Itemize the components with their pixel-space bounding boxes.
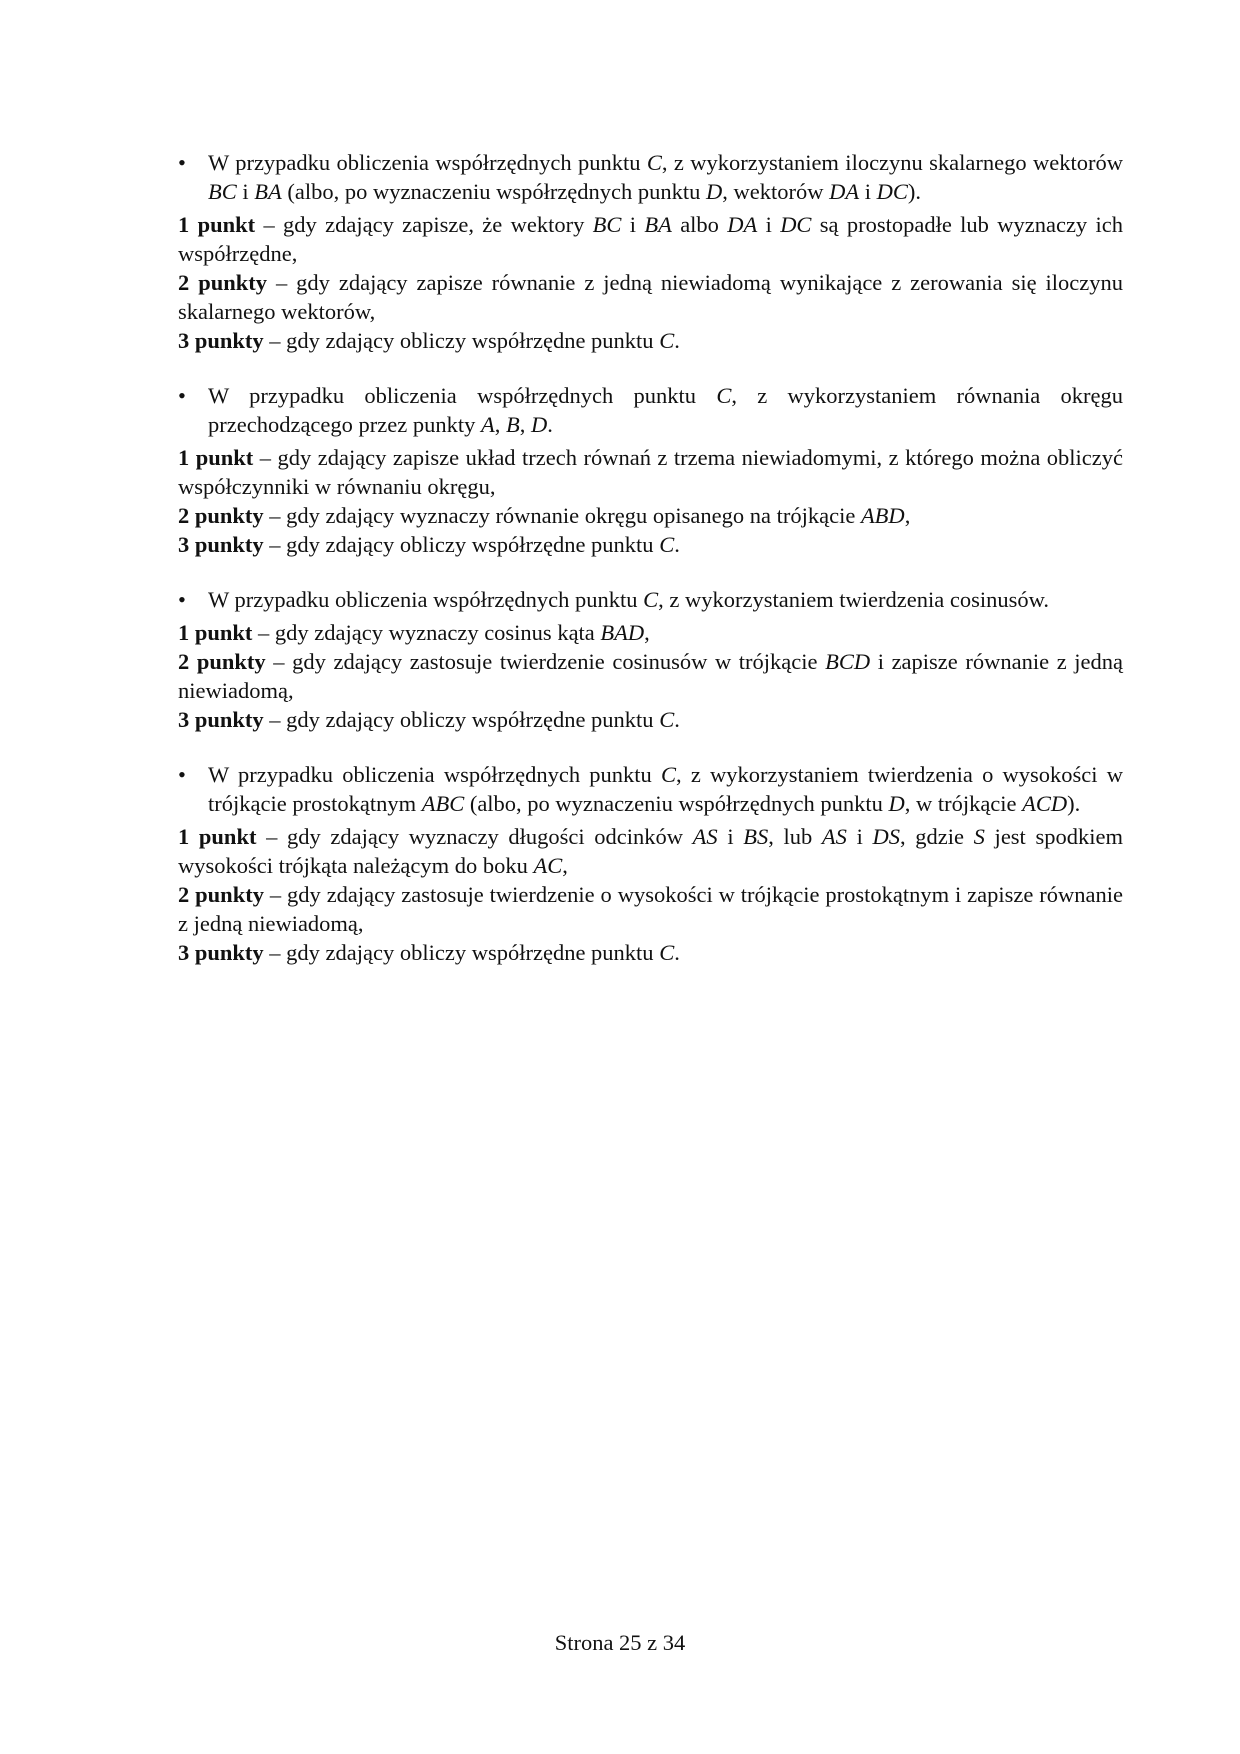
text-fragment: , z wykorzystaniem iloczynu skalarnego wektorów (661, 150, 1123, 175)
math-symbol: BCD (825, 649, 871, 674)
text-fragment: . (674, 328, 680, 353)
case-intro-text (208, 383, 1123, 437)
case-intro (178, 760, 1123, 818)
math-symbol: C (659, 707, 675, 732)
text-fragment: – gdy zdający obliczy współrzędne punktu (263, 940, 660, 965)
bullet-icon: • (178, 383, 186, 408)
math-symbol: C (659, 532, 675, 557)
case-section (178, 381, 1123, 559)
score-text (178, 270, 1123, 324)
text-fragment: W przypadku obliczenia współrzędnych punktu (208, 762, 661, 787)
math-symbol: BS (743, 824, 769, 849)
score-label: 3 punkty (178, 328, 264, 353)
case-section (178, 760, 1123, 967)
text-fragment: – gdy zdający wyznaczy cosinus kąta (252, 620, 601, 645)
score-line (178, 705, 1123, 734)
text-fragment: jest spodkiem wysokości trójkąta należącym do boku (178, 824, 1123, 878)
text-fragment: , z wykorzystaniem twierdzenia o wysokości w trójkącie prostokątnym (208, 762, 1123, 816)
text-fragment: – gdy zdający wyznaczy równanie okręgu opisanego na trójkącie (263, 503, 861, 528)
case-intro-text (208, 150, 1123, 204)
score-label: 2 punkty (178, 503, 264, 528)
text-fragment: – gdy zdający obliczy współrzędne punktu (263, 532, 660, 557)
math-symbol: A (480, 412, 495, 437)
case-section (178, 585, 1123, 734)
math-symbol: S (973, 824, 985, 849)
score-text (264, 503, 911, 528)
score-text (178, 212, 1123, 266)
text-fragment: , z wykorzystaniem równania okręgu przechodzącego przez punkty (208, 383, 1123, 437)
score-label: 2 punkty (178, 882, 264, 907)
math-symbol: C (659, 940, 675, 965)
text-fragment: . (674, 707, 680, 732)
text-fragment: (albo, po wyznaczeniu współrzędnych punktu (281, 179, 707, 204)
text-fragment: . (674, 940, 680, 965)
math-symbol: C (716, 383, 732, 408)
score-label: 3 punkty (178, 707, 264, 732)
score-line (178, 938, 1123, 967)
text-fragment: – gdy zdający obliczy współrzędne punktu (263, 707, 660, 732)
math-symbol: DS (872, 824, 900, 849)
case-intro-text (208, 587, 1049, 612)
bullet-icon: • (178, 150, 186, 175)
text-fragment: i (621, 212, 645, 237)
math-symbol: DA (829, 179, 860, 204)
math-symbol: DA (727, 212, 758, 237)
score-text (178, 882, 1123, 936)
math-symbol: DC (876, 179, 908, 204)
math-symbol: ABD (860, 503, 905, 528)
text-fragment: (albo, po wyznaczeniu współrzędnych punktu (464, 791, 889, 816)
text-fragment: , z wykorzystaniem twierdzenia cosinusów. (658, 587, 1050, 612)
text-fragment: . (674, 532, 680, 557)
text-fragment: – gdy zdający obliczy współrzędne punktu (263, 328, 660, 353)
text-fragment: . (547, 412, 553, 437)
text-fragment: – gdy zdający zastosuje twierdzenie o wysokości w trójkącie prostokątnym i zapisze równanie z jedną niewiadomą, (178, 882, 1124, 936)
math-symbol: BC (208, 179, 237, 204)
text-fragment: , (644, 620, 650, 645)
score-text (178, 649, 1123, 703)
math-symbol: BA (254, 179, 282, 204)
math-symbol: ACD (1022, 791, 1068, 816)
case-intro-text (208, 762, 1123, 816)
score-label: 1 punkt (178, 620, 253, 645)
score-text (264, 940, 680, 965)
score-label: 1 punkt (178, 445, 254, 470)
math-symbol: B (505, 412, 520, 437)
score-label: 1 punkt (178, 824, 257, 849)
math-symbol: AS (692, 824, 718, 849)
text-fragment: , w trójkącie (904, 791, 1023, 816)
score-label: 2 punkty (178, 270, 267, 295)
score-label: 3 punkty (178, 532, 264, 557)
score-line (178, 443, 1123, 501)
text-fragment: i (846, 824, 873, 849)
math-symbol: DC (780, 212, 812, 237)
score-text (178, 445, 1123, 499)
math-symbol: C (659, 328, 675, 353)
text-fragment: W przypadku obliczenia współrzędnych punktu (208, 383, 717, 408)
text-fragment: W przypadku obliczenia współrzędnych punktu (208, 150, 647, 175)
score-line (178, 618, 1123, 647)
score-line (178, 880, 1123, 938)
bullet-icon: • (178, 762, 186, 787)
score-label: 1 punkt (178, 212, 256, 237)
case-section (178, 148, 1123, 355)
score-label: 3 punkty (178, 940, 264, 965)
math-symbol: D (706, 179, 723, 204)
math-symbol: AS (821, 824, 847, 849)
page-content (178, 148, 1123, 993)
math-symbol: D (888, 791, 905, 816)
score-line (178, 530, 1123, 559)
case-intro (178, 585, 1123, 614)
text-fragment: , gdzie (899, 824, 974, 849)
text-fragment: , wektorów (722, 179, 830, 204)
text-fragment: W przypadku obliczenia współrzędnych punktu (208, 587, 644, 612)
text-fragment: i (757, 212, 781, 237)
score-line (178, 268, 1123, 326)
text-fragment: – gdy zdający zastosuje twierdzenie cosinusów w trójkącie (265, 649, 826, 674)
math-symbol: C (660, 762, 676, 787)
page-number: Strona 25 z 34 (554, 1630, 686, 1655)
text-fragment: ). (1067, 791, 1081, 816)
text-fragment: – gdy zdający zapisze układ trzech równań z trzema niewiadomymi, z którego można obliczyć współczynniki w równaniu okręgu, (178, 445, 1123, 499)
score-text (252, 620, 649, 645)
math-symbol: D (530, 412, 548, 437)
score-line (178, 822, 1123, 880)
text-fragment: – gdy zdający zapisze, że wektory (255, 212, 593, 237)
score-text (264, 707, 680, 732)
score-text (264, 532, 680, 557)
score-text (178, 824, 1123, 878)
math-symbol: BC (592, 212, 622, 237)
score-line (178, 210, 1123, 268)
math-symbol: C (646, 150, 662, 175)
text-fragment: ). (907, 179, 922, 204)
score-text (264, 328, 680, 353)
score-line (178, 647, 1123, 705)
score-line (178, 501, 1123, 530)
math-symbol: AC (533, 853, 563, 878)
text-fragment: , (519, 412, 531, 437)
math-symbol: ABC (421, 791, 465, 816)
text-fragment: , lub (768, 824, 822, 849)
text-fragment: , (494, 412, 506, 437)
score-label: 2 punkty (178, 649, 266, 674)
math-symbol: BA (644, 212, 672, 237)
score-line (178, 326, 1123, 355)
text-fragment: – gdy zdający zapisze równanie z jedną niewiadomą wynikające z zerowania się iloczynu skalarnego wektorów, (178, 270, 1123, 324)
text-fragment: , (904, 503, 911, 528)
text-fragment: i (717, 824, 744, 849)
case-intro (178, 381, 1123, 439)
text-fragment: i (236, 179, 255, 204)
case-intro (178, 148, 1123, 206)
text-fragment: , (562, 853, 568, 878)
math-symbol: BAD (600, 620, 645, 645)
text-fragment: i (859, 179, 877, 204)
text-fragment: i zapisze równanie z jedną niewiadomą, (178, 649, 1124, 703)
text-fragment: albo (671, 212, 728, 237)
text-fragment: – gdy zdający wyznaczy długości odcinków (256, 824, 693, 849)
math-symbol: C (643, 587, 659, 612)
text-fragment: są prostopadłe lub wyznaczy ich współrzędne, (178, 212, 1123, 266)
bullet-icon: • (178, 587, 186, 612)
